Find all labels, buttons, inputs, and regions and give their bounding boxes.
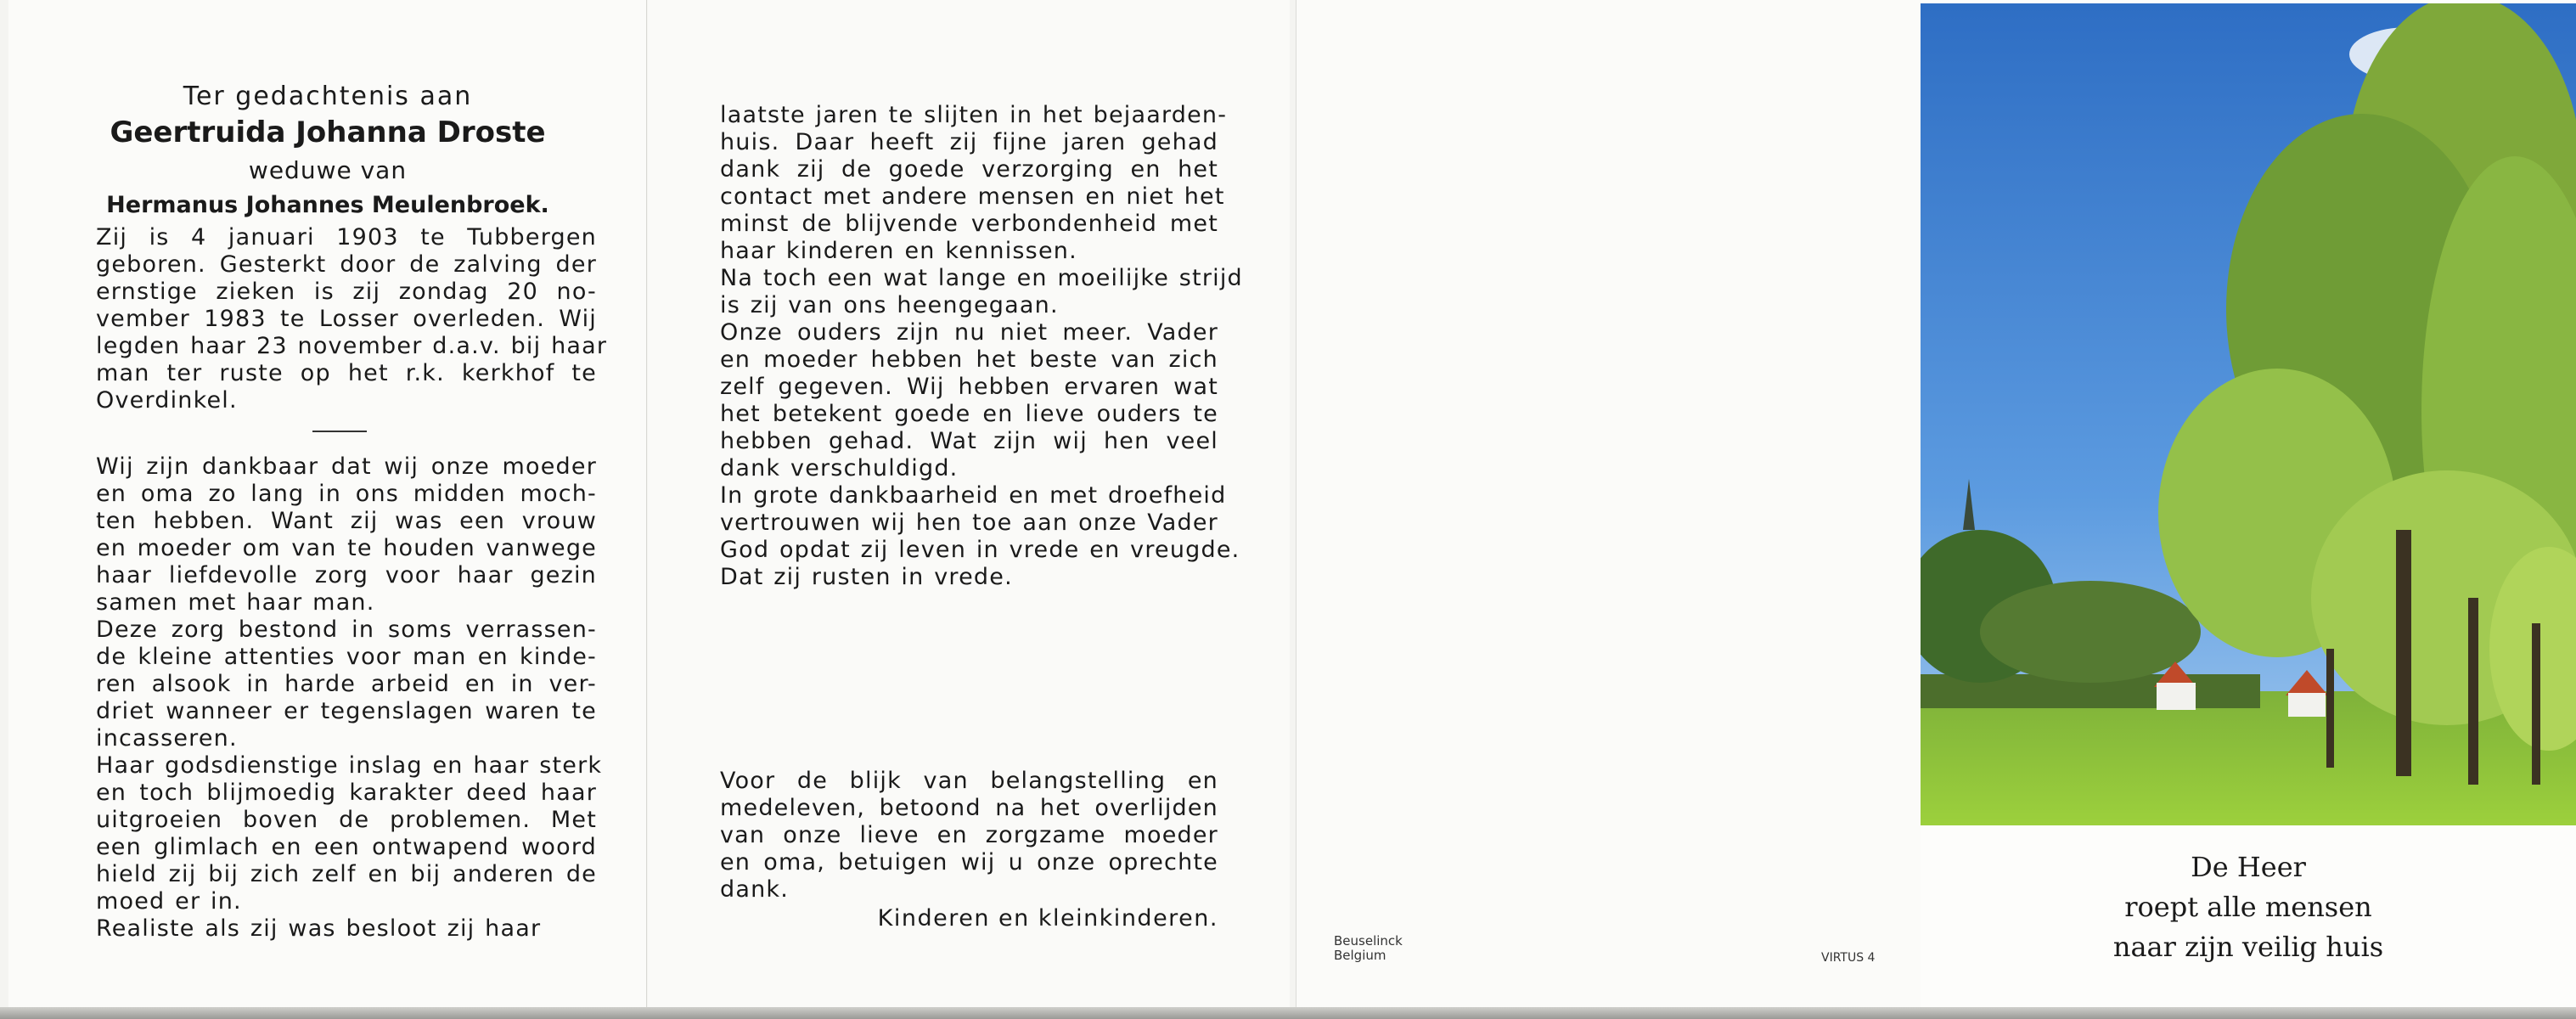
text-line: ren alsook in harde arbeid en in ver- xyxy=(96,671,597,697)
text-line: medeleven, betoond na het overlijden xyxy=(720,795,1218,821)
text-line: Zij is 4 januari 1903 te Tubbergen xyxy=(96,224,597,251)
printer-country: Belgium xyxy=(1334,948,1386,963)
text-line: en oma zo lang in ons midden moch- xyxy=(96,481,597,507)
continuation-paragraph xyxy=(720,102,1243,591)
text-line: Voor de blijk van belangstelling en xyxy=(720,768,1218,794)
card-back xyxy=(1296,0,1924,1019)
divider-rule xyxy=(312,431,367,432)
text-line: de kleine attenties voor man en kinde- xyxy=(96,644,597,670)
text-line: Dat zij rusten in vrede. xyxy=(720,564,1013,590)
text-line: Overdinkel. xyxy=(96,387,238,414)
text-line: In grote dankbaarheid en met droefheid xyxy=(720,482,1227,509)
verse-line: De Heer xyxy=(2191,851,2306,883)
card-inner-right xyxy=(648,0,1290,1019)
text-line: God opdat zij leven in vrede en vreugde. xyxy=(720,537,1240,563)
text-line: man ter ruste op het r.k. kerkhof te xyxy=(96,360,597,386)
tribute-paragraph xyxy=(96,453,603,943)
text-line: het betekent goede en lieve ouders te xyxy=(720,401,1218,427)
text-line: moed er in. xyxy=(96,888,242,915)
signoff: Kinderen en kleinkinderen. xyxy=(877,905,1218,932)
verse-line: naar zijn veilig huis xyxy=(2112,931,2384,963)
card-inner-left xyxy=(8,0,647,1019)
text-line: ten hebben. Want zij was een vrouw xyxy=(96,508,597,534)
text-line: vember 1983 te Losser overleden. Wij xyxy=(96,306,597,332)
printer-name: Beuselinck xyxy=(1334,933,1403,949)
text-line: vertrouwen wij hen toe aan onze Vader xyxy=(720,510,1218,536)
text-line: Wij zijn dankbaar dat wij onze moeder xyxy=(96,453,597,480)
text-line: samen met haar man. xyxy=(96,589,375,616)
text-line: een glimlach en een ontwapend woord xyxy=(96,834,597,860)
card-front xyxy=(1921,0,2576,1019)
text-line: incasseren. xyxy=(96,725,238,752)
deceased-name: Geertruida Johanna Droste xyxy=(110,115,546,149)
biography-paragraph xyxy=(96,224,608,414)
text-line: driet wanneer er tegenslagen waren te xyxy=(96,698,597,724)
text-line: Deze zorg bestond in soms verrassen- xyxy=(96,616,597,643)
text-line: Haar godsdienstige inslag en haar sterk xyxy=(96,752,603,779)
text-line: hield zij bij zich zelf en bij anderen de xyxy=(96,861,597,887)
printer-credit xyxy=(1334,934,1403,963)
bottom-edge-shadow xyxy=(0,1007,2576,1019)
text-line: dank. xyxy=(720,876,790,903)
text-line: hebben gehad. Wat zijn wij hen veel xyxy=(720,428,1218,454)
text-line: Onze ouders zijn nu niet meer. Vader xyxy=(720,319,1218,346)
text-line: dank zij de goede verzorging en het xyxy=(720,156,1218,183)
widow-of-line: weduwe van xyxy=(248,156,408,184)
thanks-paragraph xyxy=(720,768,1218,904)
text-line: legden haar 23 november d.a.v. bij haar xyxy=(96,333,608,359)
in-memory-of-heading: Ter gedachtenis aan xyxy=(183,82,473,111)
verse xyxy=(1921,847,2576,967)
text-line: laatste jaren te slijten in het bejaarden- xyxy=(720,102,1228,128)
text-line: uitgroeien boven de problemen. Met xyxy=(96,807,597,833)
text-line: ernstige zieken is zij zondag 20 no- xyxy=(96,279,597,305)
text-line: Na toch een wat lange en moeilijke strijd xyxy=(720,265,1243,291)
text-line: minst de blijvende verbondenheid met xyxy=(720,211,1218,237)
verse-line: roept alle mensen xyxy=(2124,891,2372,923)
text-line: van onze lieve en zorgzame moeder xyxy=(720,822,1218,848)
text-line: en toch blijmoedig karakter deed haar xyxy=(96,780,597,806)
text-line: en moeder om van te houden vanwege xyxy=(96,535,597,561)
text-line: en oma, betuigen wij u onze oprechte xyxy=(720,849,1218,875)
text-line: zelf gegeven. Wij hebben ervaren wat xyxy=(720,374,1218,400)
text-line: geboren. Gesterkt door de zalving der xyxy=(96,251,597,278)
text-line: haar kinderen en kennissen. xyxy=(720,238,1077,264)
husband-name: Hermanus Johannes Meulenbroek. xyxy=(106,192,549,218)
text-line: is zij van ons heengegaan. xyxy=(720,292,1059,318)
text-line: huis. Daar heeft zij fijne jaren gehad xyxy=(720,129,1218,155)
landscape-photo xyxy=(1921,3,2576,825)
text-line: Realiste als zij was besloot zij haar xyxy=(96,915,542,942)
text-line: contact met andere mensen en niet het xyxy=(720,183,1225,210)
series-code: VIRTUS 4 xyxy=(1821,951,1876,965)
text-line: dank verschuldigd. xyxy=(720,455,959,481)
text-line: haar liefdevolle zorg voor haar gezin xyxy=(96,562,597,588)
text-line: en moeder hebben het beste van zich xyxy=(720,346,1218,373)
